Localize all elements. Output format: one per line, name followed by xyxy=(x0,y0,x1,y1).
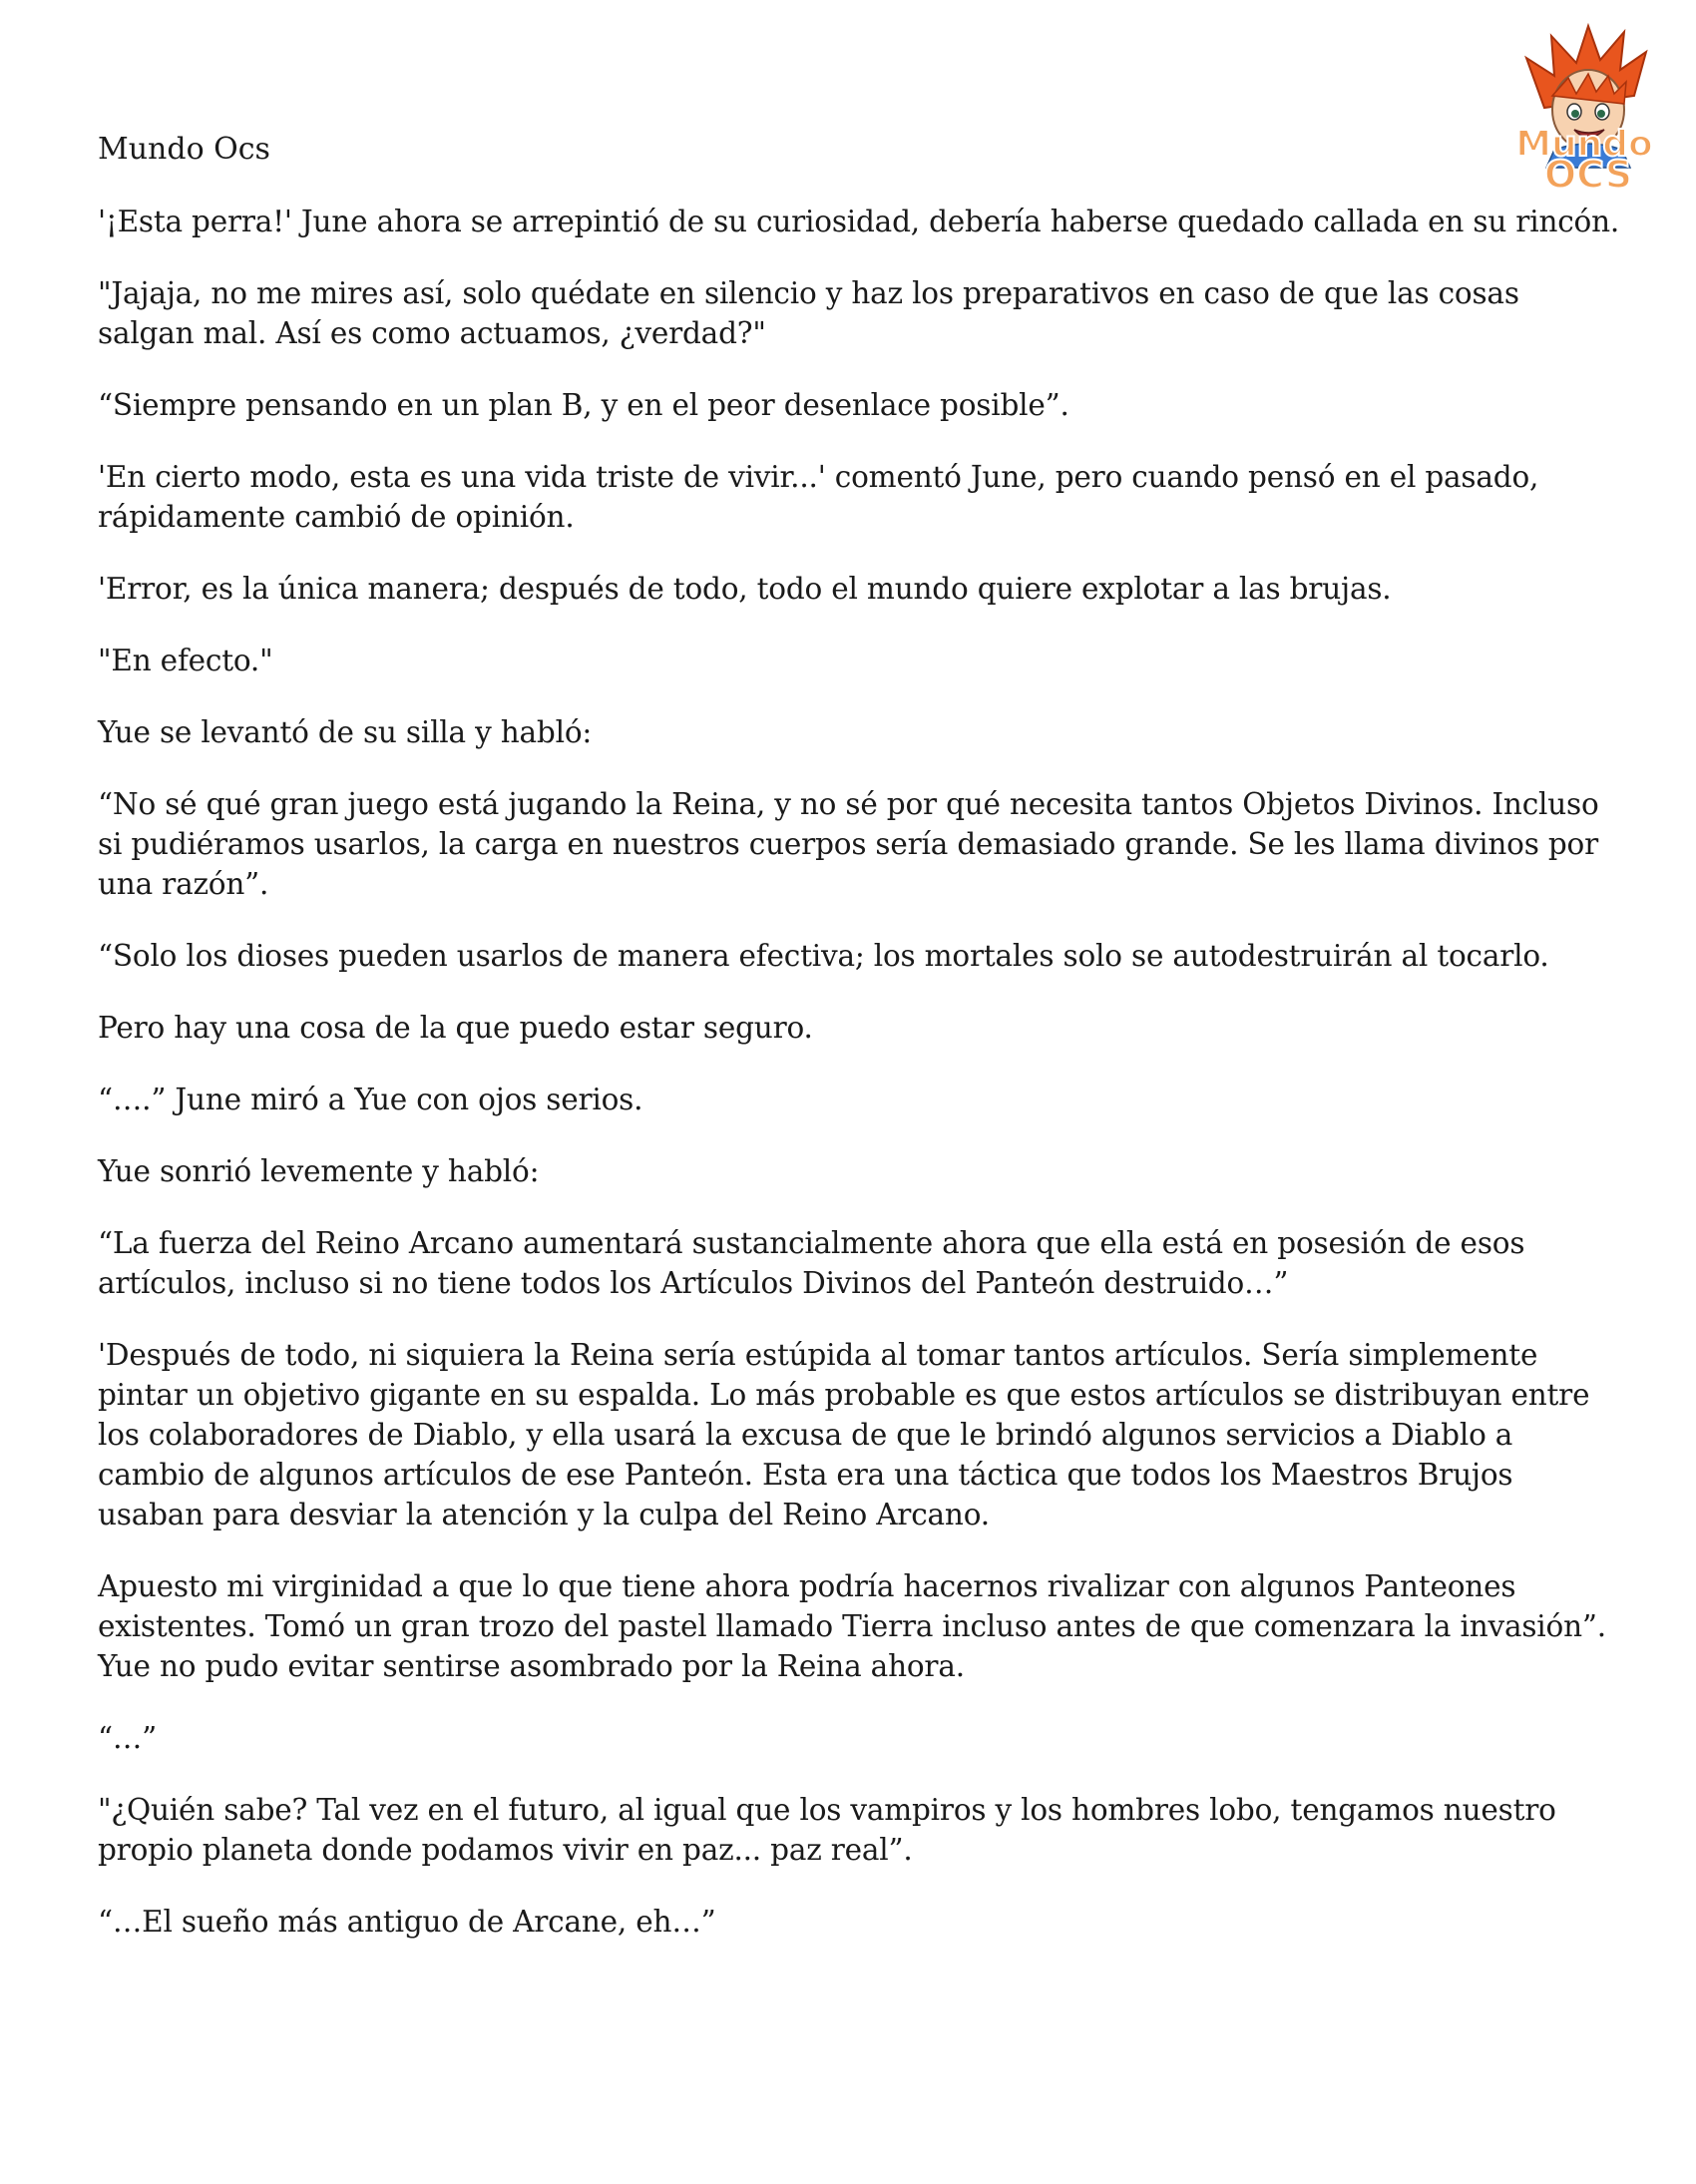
paragraph: “La fuerza del Reino Arcano aumentará sustancialmente ahora que ella está en posesión de esos artículos, incluso si no tiene todos los Artículos Divinos del Panteón destruido…” xyxy=(98,1226,1525,1300)
paragraph: “Solo los dioses pueden usarlos de manera efectiva; los mortales solo se autodestruirán al tocarlo. xyxy=(98,939,1549,973)
logo-text-line2: OCS xyxy=(1543,153,1633,193)
paragraph: 'Error, es la única manera; después de todo, todo el mundo quiere explotar a las brujas. xyxy=(98,572,1392,606)
paragraph: “….” June miró a Yue con ojos serios. xyxy=(98,1083,643,1116)
paragraph: '¡Esta perra!' June ahora se arrepintió de su curiosidad, debería haberse quedado callada en su rincón. xyxy=(98,205,1620,238)
paragraph: “…El sueño más antiguo de Arcane, eh…” xyxy=(98,1905,716,1939)
paragraph: Pero hay una cosa de la que puedo estar seguro. xyxy=(98,1011,813,1045)
paragraph: "En efecto." xyxy=(98,644,273,677)
paragraph: 'En cierto modo, esta es una vida triste de vivir...' comentó June, pero cuando pensó en el pasado, rápidamente cambió de opinión. xyxy=(98,460,1539,534)
logo-text-line1: Mundo xyxy=(1515,124,1653,165)
document-body xyxy=(98,130,1624,1973)
paragraph: Apuesto mi virginidad a que lo que tiene ahora podría hacernos rivalizar con algunos Panteones existentes. Tomó un gran trozo del pastel llamado Tierra incluso antes de que comenzara la invasión”. Yue no pudo evitar sentirse asombrado por la Reina ahora. xyxy=(98,1569,1606,1683)
paragraph: Yue sonrió levemente y habló: xyxy=(98,1154,540,1188)
paragraph: “Siempre pensando en un plan B, y en el peor desenlace posible”. xyxy=(98,388,1069,422)
paragraph: 'Después de todo, ni siquiera la Reina sería estúpida al tomar tantos artículos. Sería simplemente pintar un objetivo gigante en su espalda. Lo más probable es que estos artículos se distribuyan entre los colaboradores de Diablo, y ella usará la excusa de que le brindó algunos servicios a Diablo a cambio de algunos artículos de ese Panteón. Esta era una táctica que todos los Maestros Brujos usaban para desviar la atención y la culpa del Reino Arcano. xyxy=(98,1338,1590,1531)
paragraph: “No sé qué gran juego está jugando la Reina, y no sé por qué necesita tantos Objetos Divinos. Incluso si pudiéramos usarlos, la carga en nuestros cuerpos sería demasiado grande. Se les llama divinos por una razón”. xyxy=(98,787,1599,901)
page-title: Mundo Ocs xyxy=(98,132,270,167)
paragraph: "Jajaja, no me mires así, solo quédate en silencio y haz los preparativos en caso de que las cosas salgan mal. Así es como actuamos, ¿verdad?" xyxy=(98,276,1519,350)
paragraph: “…” xyxy=(98,1721,158,1755)
paragraph: Yue se levantó de su silla y habló: xyxy=(98,715,593,749)
paragraph: "¿Quién sabe? Tal vez en el futuro, al igual que los vampiros y los hombres lobo, tengamos nuestro propio planeta donde podamos vivir en paz... paz real”. xyxy=(98,1793,1556,1867)
